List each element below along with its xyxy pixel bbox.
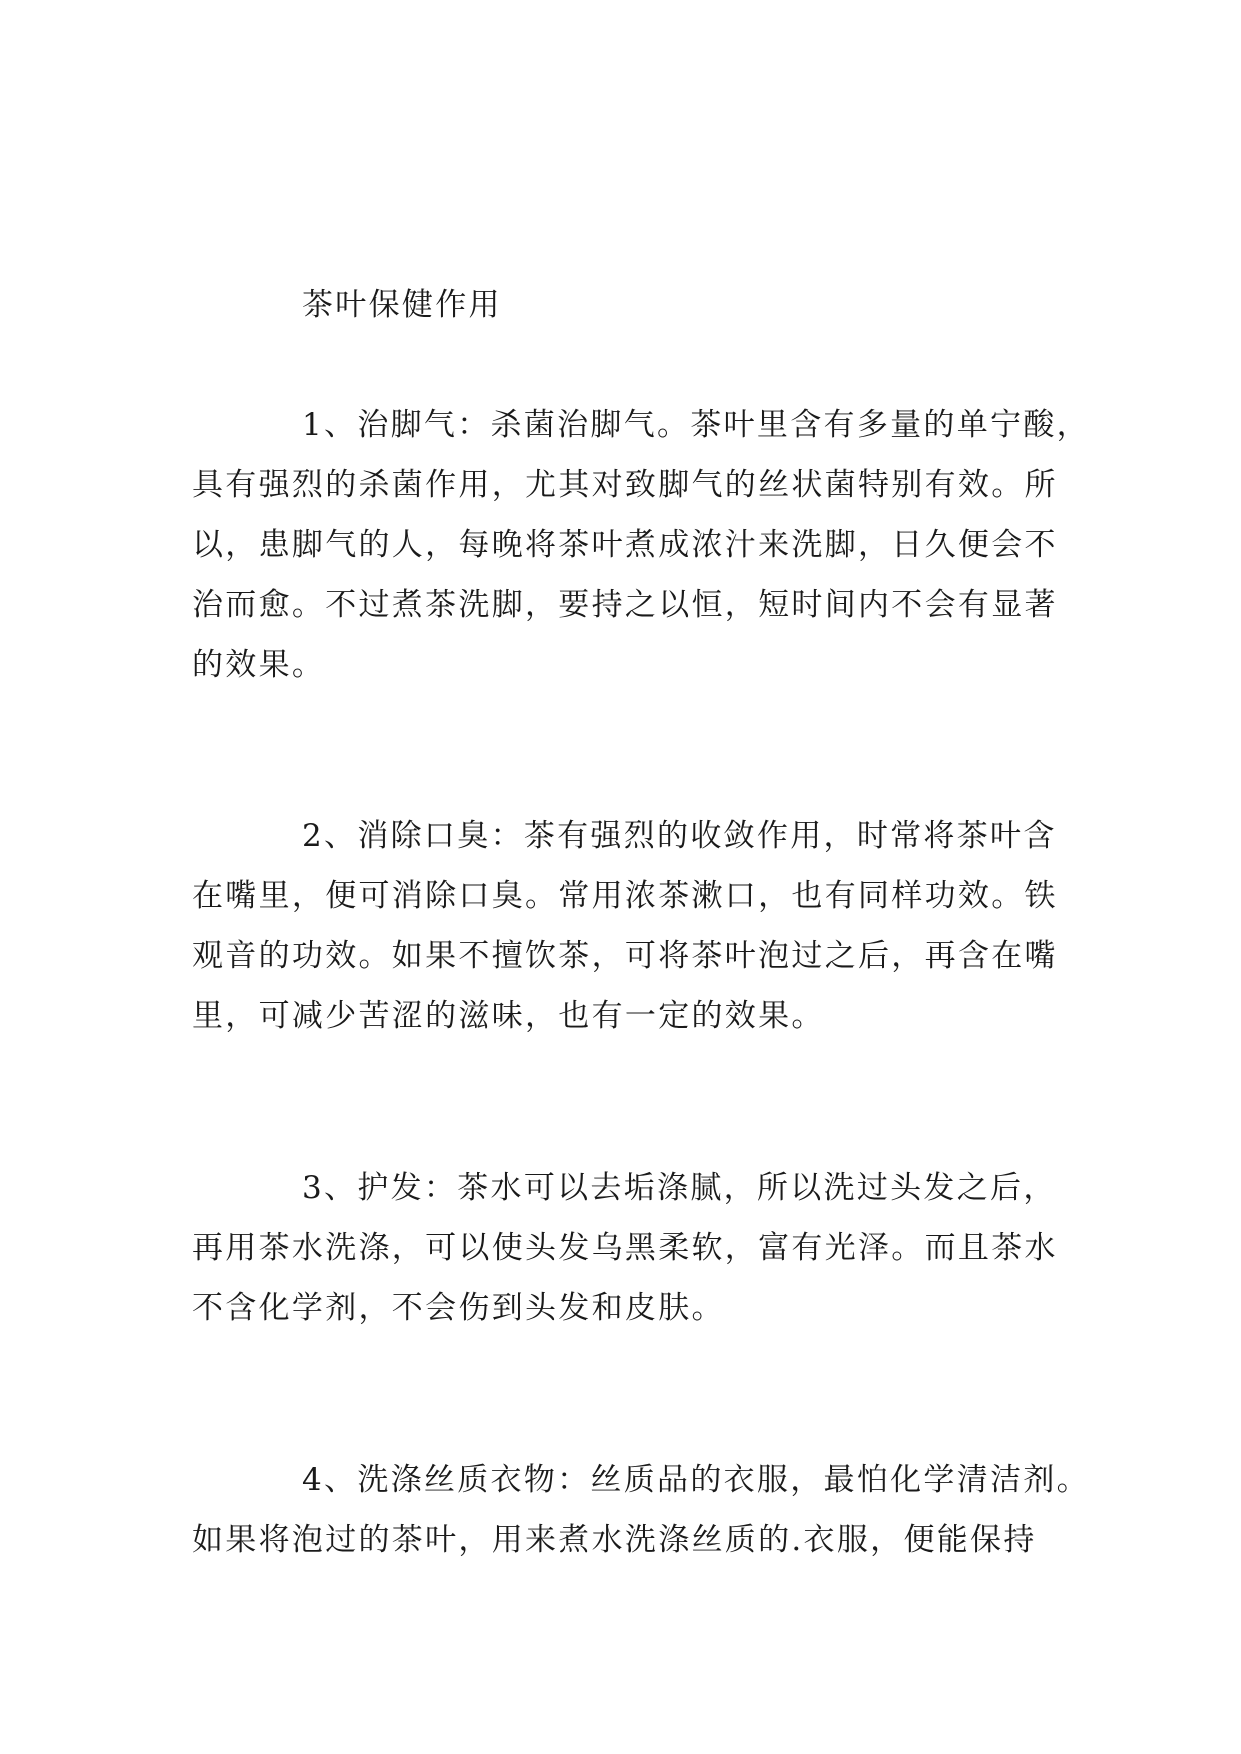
paragraph-line: 1、治脚气：杀菌治脚气。茶叶里含有多量的单宁酸，	[302, 407, 1090, 443]
paragraph-line: 在嘴里，便可消除口臭。常用浓茶漱口，也有同样功效。铁	[192, 878, 1058, 914]
paragraph-line: 治而愈。不过煮茶洗脚，要持之以恒，短时间内不会有显著	[192, 587, 1058, 623]
paragraph-line: 具有强烈的杀菌作用，尤其对致脚气的丝状菌特别有效。所	[192, 467, 1058, 503]
paragraph-athletes-foot	[192, 395, 1092, 695]
paragraph-line: 以，患脚气的人，每晚将茶叶煮成浓汁来洗脚，日久便会不	[192, 527, 1058, 563]
paragraph-line: 4、洗涤丝质衣物：丝质品的衣服，最怕化学清洁剂。	[302, 1462, 1090, 1498]
paragraph-bad-breath	[192, 806, 1092, 1046]
paragraph-line: 的效果。	[192, 647, 326, 683]
paragraph-line: 观音的功效。如果不擅饮茶，可将茶叶泡过之后，再含在嘴	[192, 938, 1058, 974]
paragraph-hair-care	[192, 1158, 1092, 1338]
paragraph-line: 不含化学剂，不会伤到头发和皮肤。	[192, 1290, 725, 1326]
paragraph-line: 如果将泡过的茶叶，用来煮水洗涤丝质的.衣服，便能保持	[192, 1522, 1037, 1558]
paragraph-line: 里，可减少苦涩的滋味，也有一定的效果。	[192, 998, 825, 1034]
paragraph-line: 3、护发：茶水可以去垢涤腻，所以洗过头发之后，	[302, 1170, 1057, 1206]
document-title: 茶叶保健作用	[302, 287, 502, 323]
paragraph-line: 再用茶水洗涤，可以使头发乌黑柔软，富有光泽。而且茶水	[192, 1230, 1058, 1266]
document-body	[192, 275, 1092, 1570]
paragraph-line: 2、消除口臭：茶有强烈的收敛作用，时常将茶叶含	[302, 818, 1057, 854]
paragraph-silk-washing	[192, 1450, 1092, 1570]
